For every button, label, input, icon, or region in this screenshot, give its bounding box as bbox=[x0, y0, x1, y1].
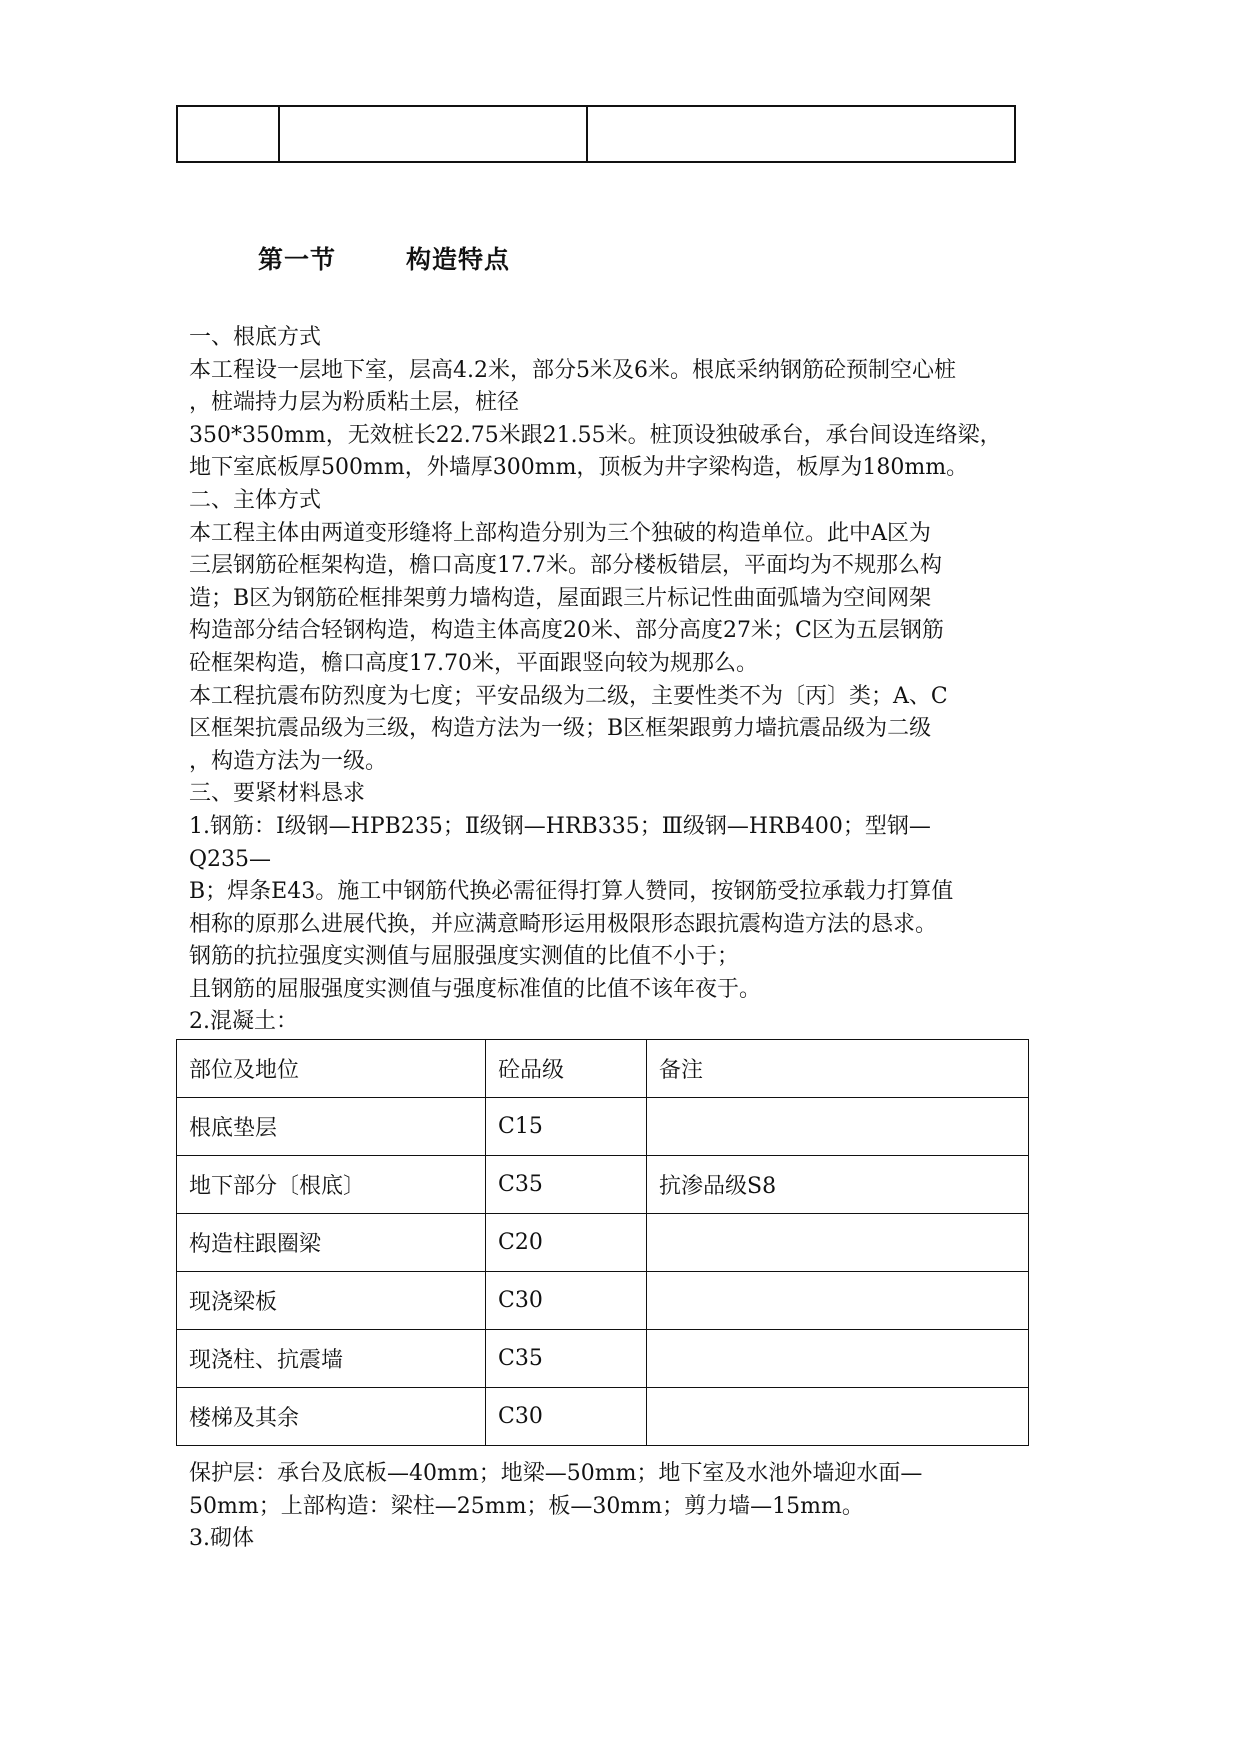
column-header: 部位及地位 bbox=[177, 1040, 486, 1098]
table-row bbox=[177, 1272, 1029, 1330]
text-line: 造；B区为钢筋砼框排架剪力墙构造，屋面跟三片标记性曲面弧墙为空间网架 bbox=[189, 585, 932, 611]
text-line: 本工程设一层地下室，层高4.2米，部分5米及6米。根底采纳钢筋砼预制空心桩 bbox=[189, 357, 956, 383]
text-line: 二、主体方式 bbox=[189, 487, 322, 513]
table-row bbox=[177, 106, 1015, 162]
table-cell: 现浇梁板 bbox=[177, 1272, 486, 1330]
text-line: ，构造方法为一级。 bbox=[189, 748, 388, 774]
text-line: 2.混凝土： bbox=[189, 1009, 298, 1035]
text-line: 本工程主体由两道变形缝将上部构造分别为三个独破的构造单位。此中A区为 bbox=[189, 520, 931, 546]
text-line: 构造部分结合轻钢构造，构造主体高度20米、部分高度27米；C区为五层钢筋 bbox=[189, 618, 944, 644]
text-line: 本工程抗震布防烈度为七度；平安品级为二级，主要性类不为〔丙〕类；A、C bbox=[189, 683, 948, 709]
table-cell: 楼梯及其余 bbox=[177, 1388, 486, 1446]
table-cell bbox=[647, 1098, 1029, 1156]
post-table-text bbox=[189, 1458, 1069, 1556]
text-line: B；焊条E43。施工中钢筋代换必需征得打算人赞同，按钢筋受拉承载力打算值 bbox=[189, 879, 954, 905]
table-cell bbox=[647, 1330, 1029, 1388]
text-line: 50mm；上部构造：梁柱—25mm；板—30mm；剪力墙—15mm。 bbox=[189, 1493, 864, 1519]
table-cell bbox=[279, 106, 587, 162]
table-cell: C15 bbox=[486, 1098, 647, 1156]
text-line: ，桩端持力层为粉质粘土层，桩径 bbox=[189, 390, 520, 416]
text-line: Q235— bbox=[189, 846, 272, 872]
text-line: 且钢筋的屈服强度实测值与强度标准值的比值不该年夜于。 bbox=[189, 976, 762, 1002]
text-line: 钢筋的抗拉强度实测值与屈服强度实测值的比值不小于； bbox=[189, 944, 740, 970]
text-line: 三层钢筋砼框架构造，檐口高度17.7米。部分楼板错层，平面均为不规那么构 bbox=[189, 553, 942, 579]
table-row bbox=[177, 1156, 1029, 1214]
section-number: 第一节 bbox=[258, 245, 337, 274]
text-line: 区框架抗震品级为三级，构造方法为一级；B区框架跟剪力墙抗震品级为二级 bbox=[189, 716, 932, 742]
section-heading bbox=[258, 240, 510, 276]
text-line: 地下室底板厚500mm，外墙厚300mm，顶板为井字梁构造，板厚为180mm。 bbox=[189, 455, 969, 481]
table-cell: C30 bbox=[486, 1388, 647, 1446]
text-line: 1.钢筋：Ⅰ级钢—HPB235；Ⅱ级钢—HRB335；Ⅲ级钢—HRB400；型钢— bbox=[189, 813, 931, 839]
body-text bbox=[189, 322, 1069, 1039]
table-cell: 抗渗品级S8 bbox=[647, 1156, 1029, 1214]
column-header: 砼品级 bbox=[486, 1040, 647, 1098]
table-cell: C20 bbox=[486, 1214, 647, 1272]
table-row bbox=[177, 1388, 1029, 1446]
top-table-fragment bbox=[176, 105, 1016, 163]
table-cell bbox=[647, 1214, 1029, 1272]
text-line: 一、根底方式 bbox=[189, 325, 322, 350]
text-line: 350*350mm，无效桩长22.75米跟21.55米。桩顶设独破承台，承台间设连络梁， bbox=[189, 422, 1002, 448]
section-title: 构造特点 bbox=[406, 245, 511, 274]
table-cell: 现浇柱、抗震墙 bbox=[177, 1330, 486, 1388]
text-line: 3.砌体 bbox=[189, 1526, 254, 1552]
table-cell bbox=[587, 106, 1015, 162]
table-cell: 地下部分〔根底〕 bbox=[177, 1156, 486, 1214]
table-cell: C30 bbox=[486, 1272, 647, 1330]
text-line: 三、要紧材料恳求 bbox=[189, 781, 366, 807]
text-line: 相称的原那么进展代换，并应满意畸形运用极限形态跟抗震构造方法的恳求。 bbox=[189, 911, 938, 937]
table-row bbox=[177, 1098, 1029, 1156]
concrete-grade-table bbox=[176, 1039, 1029, 1446]
table-cell: C35 bbox=[486, 1156, 647, 1214]
text-line: 砼框架构造，檐口高度17.70米，平面跟竖向较为规那么。 bbox=[189, 650, 758, 676]
table-cell bbox=[177, 106, 279, 162]
table-cell: C35 bbox=[486, 1330, 647, 1388]
table-cell: 构造柱跟圈梁 bbox=[177, 1214, 486, 1272]
table-cell: 根底垫层 bbox=[177, 1098, 486, 1156]
table-cell bbox=[647, 1388, 1029, 1446]
table-row bbox=[177, 1214, 1029, 1272]
table-row bbox=[177, 1330, 1029, 1388]
text-line: 保护层：承台及底板—40mm；地梁—50mm；地下室及水池外墙迎水面— bbox=[189, 1461, 923, 1486]
table-cell bbox=[647, 1272, 1029, 1330]
column-header: 备注 bbox=[647, 1040, 1029, 1098]
table-header-row bbox=[177, 1040, 1029, 1098]
